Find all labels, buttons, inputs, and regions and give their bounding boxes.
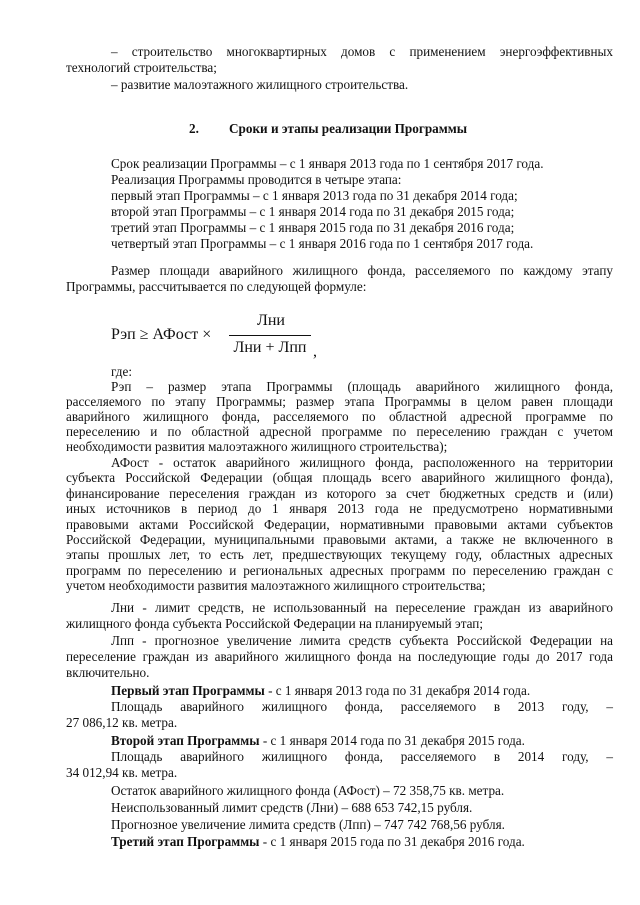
term-stage-3: третий этап Программы – с 1 января 2015 года по 31 декабря 2016 года; [111, 220, 515, 235]
intro-item-1: – строительство многоквартирных домов с применением энергоэффективных [111, 44, 613, 59]
afost-definition-line-3: финансирование переселения граждан из которого за счет бюджетных средств и (или) [66, 486, 613, 501]
stage-size-formula [111, 313, 331, 363]
stage-1-area-line-2: 27 086,12 кв. метра. [66, 715, 178, 730]
stage-1-area-line-1: Площадь аварийного жилищного фонда, расселяемого в 2013 году, – [111, 699, 613, 714]
afost-definition-line-1: АФост - остаток аварийного жилищного фонда, расположенного на территории [111, 455, 613, 470]
afost-definition-line-6: Российской Федерации, муниципальными правовыми актами, а также не включенного в [66, 532, 613, 547]
section-title: Сроки и этапы реализации Программы [229, 121, 468, 136]
stage-1-period: - с 1 января 2013 года по 31 декабря 2014 года. [264, 683, 531, 698]
formula-lhs: Рэп ≥ АФост × [111, 326, 212, 343]
stage-2-lni: Неиспользованный лимит средств (Лни) – 688 653 742,15 рубля. [111, 800, 473, 815]
lpp-definition-line-1: Лпп - прогнозное увеличение лимита средств субъекта Российской Федерации на [111, 633, 613, 648]
intro-item-2: – развитие малоэтажного жилищного строительства. [111, 77, 409, 92]
stage-3-heading [111, 834, 525, 850]
formula-fraction-bar [229, 335, 311, 336]
stage-2-lpp: Прогнозное увеличение лимита средств (Лпп) – 747 742 768,56 рубля. [111, 817, 505, 832]
term-stage-2: второй этап Программы – с 1 января 2014 года по 31 декабря 2015 года; [111, 204, 515, 219]
stage-2-title: Второй этап Программы [111, 733, 260, 748]
stage-3-period: - с 1 января 2015 года по 31 декабря 2016 года. [259, 834, 525, 849]
stage-2-area-line-1: Площадь аварийного жилищного фонда, расселяемого в 2014 году, – [111, 749, 613, 764]
rep-definition-line-5: необходимости развития малоэтажного жилищного строительства); [66, 439, 448, 454]
stage-1-title: Первый этап Программы [111, 683, 265, 698]
intro-item-1-cont: технологий строительства; [66, 60, 217, 75]
rep-definition-line-2: расселяемого по этапу Программы; размер этапа Программы в целом равен площади [66, 394, 613, 409]
term-total: Срок реализации Программы – с 1 января 2013 года по 1 сентября 2017 года. [111, 156, 544, 171]
section-number: 2. [189, 121, 199, 136]
rep-definition-line-1: Рэп – размер этапа Программы (площадь аварийного жилищного фонда, [111, 379, 613, 394]
formula-numerator: Лни [257, 312, 285, 329]
rep-definition-line-4: переселению и по областной адресной программе по переселению граждан с учетом [66, 424, 613, 439]
lpp-definition-line-3: включительно. [66, 665, 150, 680]
area-paragraph-line-1: Размер площади аварийного жилищного фонда, расселяемого по каждому этапу [111, 263, 613, 278]
area-paragraph-line-2: Программы, рассчитывается по следующей формуле: [66, 279, 367, 294]
stage-2-period: - с 1 января 2014 года по 31 декабря 2015 года. [259, 733, 525, 748]
formula-denominator: Лни + Лпп [233, 339, 307, 356]
lpp-definition-line-2: переселение граждан из аварийного жилищного фонда на последующие годы до 2017 года [66, 649, 613, 664]
afost-definition-line-9: учетом необходимости развития малоэтажного жилищного строительства; [66, 578, 486, 593]
formula-comma: , [313, 343, 317, 360]
stage-2-area-line-2: 34 012,94 кв. метра. [66, 765, 178, 780]
stage-2-afost: Остаток аварийного жилищного фонда (АФост) – 72 358,75 кв. метра. [111, 783, 505, 798]
term-stage-4: четвертый этап Программы – с 1 января 2016 года по 1 сентября 2017 года. [111, 236, 534, 251]
afost-definition-line-7: этапы прошлых лет, то есть лет, предшествующих текущему году, областных адресных [66, 547, 613, 562]
afost-definition-line-8: программ по переселению и региональных адресных программ по переселению граждан с [66, 563, 613, 578]
afost-definition-line-5: правовыми актами Российской Федерации, нормативными правовыми актами субъектов [66, 517, 613, 532]
lni-definition-line-1: Лни - лимит средств, не использованный на переселение граждан из аварийного [111, 600, 613, 615]
stage-2-heading [111, 733, 525, 749]
term-stages-intro: Реализация Программы проводится в четыре этапа: [111, 172, 402, 187]
afost-definition-line-4: иных источников в период до 1 января 2013 года не предусмотрено нормативными [66, 501, 613, 516]
afost-definition-line-2: субъекта Российской Федерации (общая площадь всего аварийного жилищного фонда), [66, 470, 613, 485]
rep-definition-line-3: аварийного жилищного фонда, расселяемого по областной адресной программе по [66, 409, 613, 424]
lni-definition-line-2: жилищного фонда субъекта Российской Федерации на планируемый этап; [66, 616, 484, 631]
where-label: где: [111, 364, 132, 379]
stage-1-heading [111, 683, 530, 699]
term-stage-1: первый этап Программы – с 1 января 2013 года по 31 декабря 2014 года; [111, 188, 518, 203]
stage-3-title: Третий этап Программы [111, 834, 260, 849]
